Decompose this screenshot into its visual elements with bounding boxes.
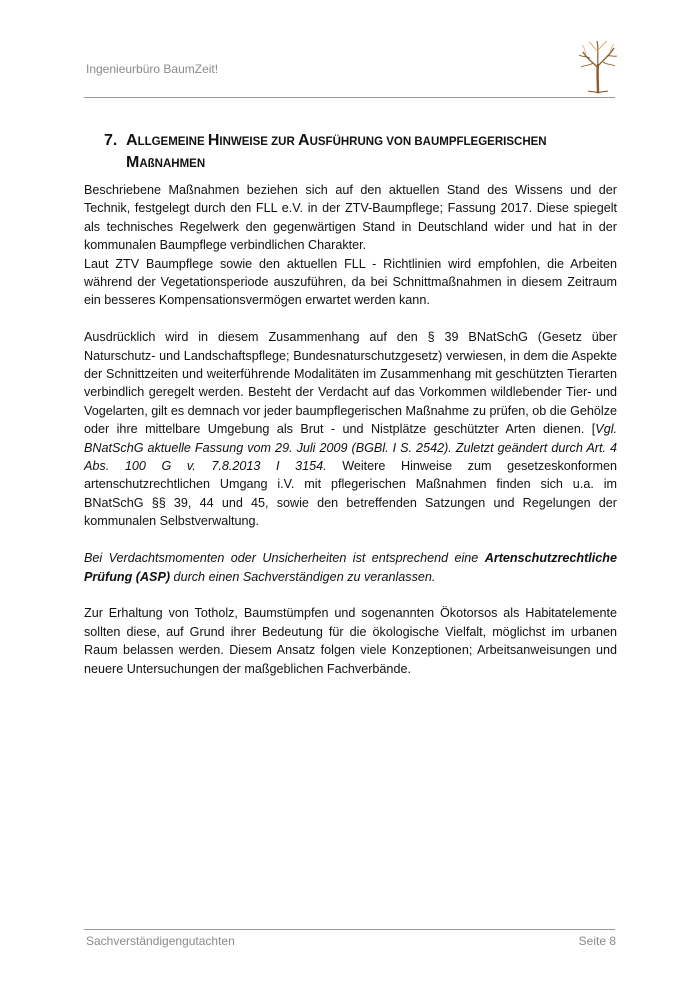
footer-page-number: Seite 8	[578, 934, 616, 948]
header-company-name: Ingenieurbüro BaumZeit!	[86, 62, 219, 76]
footer-document-type: Sachverständigengutachten	[86, 934, 235, 948]
paragraph-deadwood: Zur Erhaltung von Totholz, Baumstümpfen und sogenannten Ökotorsos als Habitatelemente sollten diese, auf Grund ihrer Bedeutung für die ökologische Vielfalt, möglichst im urbanen Raum belassen werden. Diesem Ansatz folgen viele Konzeptionen; Arbeitsanweisungen und neuere Untersuchungen der maßgeblichen Fachverbände.	[84, 606, 617, 676]
paragraph-standards: Beschriebene Maßnahmen beziehen sich auf den aktuellen Stand des Wissens und der Technik, festgelegt durch den FLL e.V. in der ZTV-Baumpflege; Fassung 2017. Diese spiegelt als technisches Regelwerk den gegenwärtigen Stand in Deutschland wider und hat in der kommunalen Baumpflege verbindlichen Charakter.	[84, 183, 617, 253]
header-divider	[84, 97, 615, 98]
paragraph-vegetation-period: Laut ZTV Baumpflege sowie den aktuellen FLL - Richtlinien wird empfohlen, die Arbeiten während der Vegetationsperiode auszuführen, da bei Schnittmaßnahmen in diesem Zeitraum ein besseres Kompensationsvermögen erwartet werden kann.	[84, 256, 617, 308]
section-number: 7.	[104, 132, 118, 149]
body-text	[84, 181, 617, 678]
section-title-line-2: MAßNAHMEN	[126, 154, 206, 171]
section-title-line-1: ALLGEMEINE HINWEISE ZUR AUSFÜHRUNG VON BAUMPFLEGERISCHEN	[126, 132, 547, 149]
legal-citation: Vgl. BNatSchG aktuelle Fassung vom 29. Juli 2009 (BGBl. I S. 2542). Zuletzt geändert durch Art. 4 Abs. 100 G v. 7.8.2013 I 3154.	[84, 422, 617, 474]
tree-logo-icon	[576, 38, 620, 94]
asp-emphasis: Artenschutzrechtliche Prüfung (ASP)	[84, 551, 617, 584]
paragraph-asp-note: Bei Verdachtsmomenten oder Unsicherheiten ist entsprechend eine Artenschutzrechtliche Prüfung (ASP) durch einen Sachverständigen zu veranlassen.	[84, 551, 617, 584]
footer-divider	[84, 929, 615, 930]
paragraph-bnatschg: Ausdrücklich wird in diesem Zusammenhang auf den § 39 BNatSchG (Gesetz über Naturschutz- und Landschaftspflege; Bundesnaturschutzgesetz) verwiesen, in dem die Aspekte der Schnittzeiten und weiterführende Modalitäten im Zusammenhang mit geschützten Tierarten verbindlich geregelt werden. Besteht der Verdacht auf das Vorkommen wildlebender Tier- und Vogelarten, gilt es demnach vor jeder baumpflegerischen Maßnahme zu prüfen, ob die Gehölze oder ihre mittelbare Umgebung als Brut - und Nistplätze geschützter Arten dienen. [Vgl. BNatSchG aktuelle Fassung vom 29. Juli 2009 (BGBl. I S. 2542). Zuletzt geändert durch Art. 4 Abs. 100 G v. 7.8.2013 I 3154. Weitere Hinweise zum gesetzeskonformen artenschutzrechtlichen Umgang i.V. mit pflegerischen Maßnahmen finden sich u.a. im BNatSchG §§ 39, 44 und 45, sowie den betreffenden Satzungen und Regelungen der kommunalen Selbstverwaltung.	[84, 330, 617, 529]
